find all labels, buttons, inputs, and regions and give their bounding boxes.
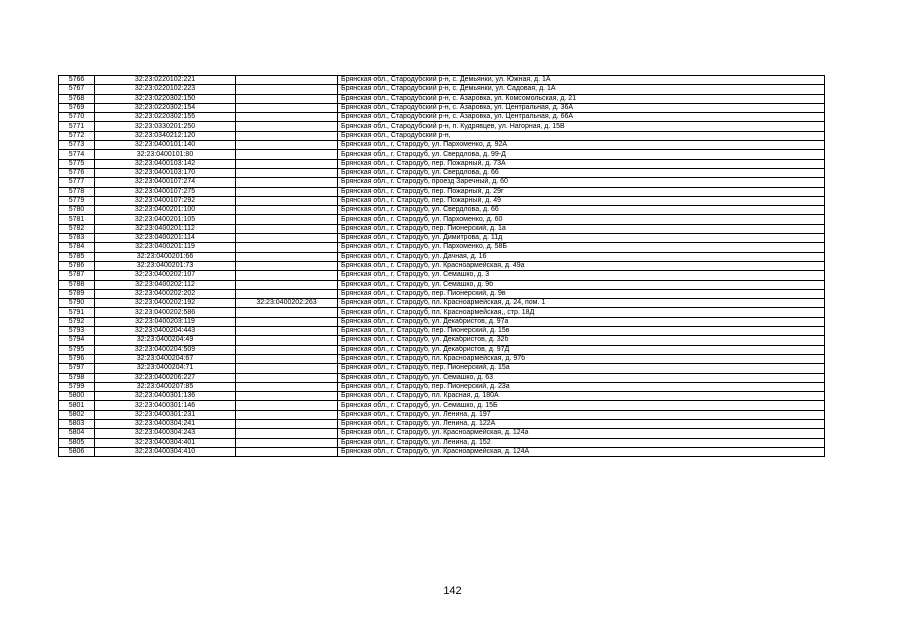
row-number-cell: 5804: [59, 429, 95, 438]
row-number-cell: 5775: [59, 159, 95, 168]
cadastral-number-cell: 32:23:0330201:250: [95, 122, 236, 131]
table-row: [59, 243, 825, 252]
row-number-cell: 5778: [59, 187, 95, 196]
row-number-cell: 5793: [59, 327, 95, 336]
row-number-cell: 5777: [59, 178, 95, 187]
related-cadastral-number-cell: [236, 429, 338, 438]
cadastral-number-cell: 32:23:0400103:170: [95, 168, 236, 177]
address-cell: Брянская обл., г. Стародуб, ул. Красноармейская, д. 49а: [338, 261, 825, 270]
address-cell: Брянская обл., Стародубский р-н, с. Азаровка, ул. Комсомольская, д. 21: [338, 94, 825, 103]
related-cadastral-number-cell: [236, 76, 338, 85]
related-cadastral-number-cell: [236, 373, 338, 382]
row-number-cell: 5776: [59, 168, 95, 177]
table-row: [59, 261, 825, 270]
cadastral-number-cell: 32:23:0400201:105: [95, 215, 236, 224]
row-number-cell: 5779: [59, 196, 95, 205]
row-number-cell: 5790: [59, 299, 95, 308]
cadastral-number-cell: 32:23:0400107:274: [95, 178, 236, 187]
table-row: [59, 150, 825, 159]
related-cadastral-number-cell: [236, 103, 338, 112]
table-row: [59, 280, 825, 289]
row-number-cell: 5786: [59, 261, 95, 270]
address-cell: Брянская обл., Стародубский р-н, п. Кудрявцев, ул. Нагорная, д. 15В: [338, 122, 825, 131]
table-row: [59, 438, 825, 447]
table-row: [59, 419, 825, 428]
row-number-cell: 5789: [59, 289, 95, 298]
related-cadastral-number-cell: [236, 382, 338, 391]
table-row: [59, 364, 825, 373]
related-cadastral-number-cell: [236, 354, 338, 363]
table-row: [59, 234, 825, 243]
cadastral-number-cell: 32:23:0220302:150: [95, 94, 236, 103]
related-cadastral-number-cell: [236, 261, 338, 270]
page-number: 142: [443, 585, 462, 597]
table-row: [59, 196, 825, 205]
row-number-cell: 5797: [59, 364, 95, 373]
related-cadastral-number-cell: [236, 113, 338, 122]
related-cadastral-number-cell: [236, 122, 338, 131]
table-row: [59, 392, 825, 401]
related-cadastral-number-cell: [236, 224, 338, 233]
row-number-cell: 5787: [59, 271, 95, 280]
table-row: [59, 131, 825, 140]
row-number-cell: 5784: [59, 243, 95, 252]
row-number-cell: 5785: [59, 252, 95, 261]
cadastral-number-cell: 32:23:0400202:107: [95, 271, 236, 280]
table-row: [59, 308, 825, 317]
related-cadastral-number-cell: [236, 252, 338, 261]
related-cadastral-number-cell: [236, 141, 338, 150]
related-cadastral-number-cell: [236, 419, 338, 428]
related-cadastral-number-cell: [236, 159, 338, 168]
property-register-table: [58, 75, 825, 457]
table-row: [59, 336, 825, 345]
cadastral-number-cell: 32:23:0400301:146: [95, 401, 236, 410]
address-cell: Брянская обл., г. Стародуб, пер. Пожарный, д. 49: [338, 196, 825, 205]
related-cadastral-number-cell: [236, 85, 338, 94]
related-cadastral-number-cell: [236, 317, 338, 326]
address-cell: Брянская обл., г. Стародуб, пл. Красная, д. 180А: [338, 392, 825, 401]
table-row: [59, 289, 825, 298]
related-cadastral-number-cell: [236, 215, 338, 224]
row-number-cell: 5800: [59, 392, 95, 401]
address-cell: Брянская обл., г. Стародуб, ул. Ленина, д. 197: [338, 410, 825, 419]
table-row: [59, 168, 825, 177]
address-cell: Брянская обл., г. Стародуб, ул. Ленина, д. 152: [338, 438, 825, 447]
related-cadastral-number-cell: [236, 131, 338, 140]
related-cadastral-number-cell: [236, 308, 338, 317]
address-cell: Брянская обл., Стародубский р-н, с. Азаровка, ул. Центральная, д. 66А: [338, 113, 825, 122]
related-cadastral-number-cell: [236, 447, 338, 456]
row-number-cell: 5770: [59, 113, 95, 122]
address-cell: Брянская обл., г. Стародуб, ул. Семашко, д. 15Б: [338, 401, 825, 410]
table-row: [59, 224, 825, 233]
table-row: [59, 252, 825, 261]
address-cell: Брянская обл., г. Стародуб, ул. Красноармейская, д. 124А: [338, 447, 825, 456]
table-row: [59, 345, 825, 354]
cadastral-number-cell: 32:23:0400304:241: [95, 419, 236, 428]
related-cadastral-number-cell: [236, 280, 338, 289]
row-number-cell: 5782: [59, 224, 95, 233]
row-number-cell: 5771: [59, 122, 95, 131]
address-cell: Брянская обл., г. Стародуб, ул. Семашко, д. 9б: [338, 280, 825, 289]
cadastral-number-cell: 32:23:0400204:67: [95, 354, 236, 363]
row-number-cell: 5806: [59, 447, 95, 456]
table-row: [59, 317, 825, 326]
cadastral-number-cell: 32:23:0400107:275: [95, 187, 236, 196]
cadastral-number-cell: 32:23:0220302:154: [95, 103, 236, 112]
related-cadastral-number-cell: [236, 364, 338, 373]
cadastral-number-cell: 32:23:0400301:231: [95, 410, 236, 419]
table-row: [59, 122, 825, 131]
row-number-cell: 5791: [59, 308, 95, 317]
address-cell: Брянская обл., Стародубский р-н, с. Азаровка, ул. Центральная, д. 36А: [338, 103, 825, 112]
row-number-cell: 5769: [59, 103, 95, 112]
cadastral-number-cell: 32:23:0400203:119: [95, 317, 236, 326]
cadastral-number-cell: 32:23:0400202:192: [95, 299, 236, 308]
address-cell: Брянская обл., г. Стародуб, пл. Красноармейская, д. 97б: [338, 354, 825, 363]
related-cadastral-number-cell: [236, 94, 338, 103]
table-row: [59, 327, 825, 336]
row-number-cell: 5796: [59, 354, 95, 363]
cadastral-number-cell: 32:23:0400202:586: [95, 308, 236, 317]
table-row: [59, 382, 825, 391]
cadastral-number-cell: 32:23:0400201:112: [95, 224, 236, 233]
address-cell: Брянская обл., г. Стародуб, ул. Свердлова, д. 66: [338, 168, 825, 177]
address-cell: Брянская обл., Стародубский р-н, с. Демьянки, ул. Садовая, д. 1А: [338, 85, 825, 94]
cadastral-number-cell: 32:23:0400304:243: [95, 429, 236, 438]
related-cadastral-number-cell: [236, 401, 338, 410]
row-number-cell: 5781: [59, 215, 95, 224]
table-row: [59, 354, 825, 363]
row-number-cell: 5766: [59, 76, 95, 85]
cadastral-number-cell: 32:23:0400301:136: [95, 392, 236, 401]
address-cell: Брянская обл., г. Стародуб, пер. Пожарный, д. 29г: [338, 187, 825, 196]
row-number-cell: 5802: [59, 410, 95, 419]
address-cell: Брянская обл., г. Стародуб, ул. Пархоменко, д. 92А: [338, 141, 825, 150]
cadastral-number-cell: 32:23:0400204:443: [95, 327, 236, 336]
related-cadastral-number-cell: [236, 168, 338, 177]
address-cell: Брянская обл., г. Стародуб, ул. Семашко, д. 3: [338, 271, 825, 280]
cadastral-number-cell: 32:23:0400204:49: [95, 336, 236, 345]
address-cell: Брянская обл., г. Стародуб, ул. Пархоменко, д. 58Б: [338, 243, 825, 252]
cadastral-number-cell: 32:23:0220102:221: [95, 76, 236, 85]
address-cell: Брянская обл., г. Стародуб, пл. Красноармейская,, стр. 18Д: [338, 308, 825, 317]
row-number-cell: 5780: [59, 206, 95, 215]
row-number-cell: 5773: [59, 141, 95, 150]
table-row: [59, 113, 825, 122]
row-number-cell: 5799: [59, 382, 95, 391]
row-number-cell: 5801: [59, 401, 95, 410]
address-cell: Брянская обл., г. Стародуб, ул. Декабристов, д. 32б: [338, 336, 825, 345]
address-cell: Брянская обл., г. Стародуб, пер. Пионерский, д. 23а: [338, 382, 825, 391]
address-cell: Брянская обл., г. Стародуб, ул. Декабристов, д. 97а: [338, 317, 825, 326]
address-cell: Брянская обл., г. Стародуб, проезд Заречный, д. 60: [338, 178, 825, 187]
table-row: [59, 85, 825, 94]
cadastral-number-cell: 32:23:0340212:120: [95, 131, 236, 140]
table-row: [59, 271, 825, 280]
address-cell: Брянская обл., г. Стародуб, ул. Димитрова, д. 11д: [338, 234, 825, 243]
address-cell: Брянская обл., г. Стародуб, пер. Пионерский, д. 9в: [338, 289, 825, 298]
cadastral-number-cell: 32:23:0220302:155: [95, 113, 236, 122]
table-row: [59, 447, 825, 456]
table-row: [59, 76, 825, 85]
address-cell: Брянская обл., г. Стародуб, ул. Свердлова, д. 99-Д: [338, 150, 825, 159]
row-number-cell: 5788: [59, 280, 95, 289]
related-cadastral-number-cell: [236, 206, 338, 215]
related-cadastral-number-cell: [236, 327, 338, 336]
related-cadastral-number-cell: [236, 345, 338, 354]
cadastral-number-cell: 32:23:0400201:66: [95, 252, 236, 261]
related-cadastral-number-cell: [236, 187, 338, 196]
table-row: [59, 410, 825, 419]
related-cadastral-number-cell: [236, 392, 338, 401]
cadastral-number-cell: 32:23:0400103:142: [95, 159, 236, 168]
related-cadastral-number-cell: [236, 438, 338, 447]
address-cell: Брянская обл., г. Стародуб, пер. Пионерский, д. 15в: [338, 327, 825, 336]
related-cadastral-number-cell: [236, 410, 338, 419]
table-row: [59, 206, 825, 215]
related-cadastral-number-cell: [236, 150, 338, 159]
table-row: [59, 299, 825, 308]
cadastral-number-cell: 32:23:0220102:223: [95, 85, 236, 94]
cadastral-number-cell: 32:23:0400101:140: [95, 141, 236, 150]
related-cadastral-number-cell: [236, 178, 338, 187]
address-cell: Брянская обл., г. Стародуб, ул. Декабристов, д. 97Д: [338, 345, 825, 354]
address-cell: Брянская обл., г. Стародуб, ул. Дачная, д. 16: [338, 252, 825, 261]
row-number-cell: 5794: [59, 336, 95, 345]
table-body: [59, 76, 825, 457]
related-cadastral-number-cell: 32:23:0400202:263: [236, 299, 338, 308]
table-row: [59, 187, 825, 196]
row-number-cell: 5768: [59, 94, 95, 103]
cadastral-number-cell: 32:23:0400201:114: [95, 234, 236, 243]
address-cell: Брянская обл., г. Стародуб, пер. Пионерский, д. 15а: [338, 364, 825, 373]
address-cell: Брянская обл., Стародубский р-н,: [338, 131, 825, 140]
address-cell: Брянская обл., г. Стародуб, ул. Свердлова, д. 66: [338, 206, 825, 215]
cadastral-number-cell: 32:23:0400204:509: [95, 345, 236, 354]
cadastral-number-cell: 32:23:0400201:73: [95, 261, 236, 270]
table-row: [59, 401, 825, 410]
table-row: [59, 429, 825, 438]
address-cell: Брянская обл., г. Стародуб, ул. Пархоменко, д. 60: [338, 215, 825, 224]
cadastral-number-cell: 32:23:0400202:112: [95, 280, 236, 289]
cadastral-number-cell: 32:23:0400206:227: [95, 373, 236, 382]
table-row: [59, 141, 825, 150]
row-number-cell: 5798: [59, 373, 95, 382]
related-cadastral-number-cell: [236, 234, 338, 243]
related-cadastral-number-cell: [236, 271, 338, 280]
table-row: [59, 178, 825, 187]
row-number-cell: 5803: [59, 419, 95, 428]
table-row: [59, 103, 825, 112]
address-cell: Брянская обл., г. Стародуб, ул. Красноармейская, д. 124а: [338, 429, 825, 438]
address-cell: Брянская обл., г. Стародуб, ул. Семашко, д. 63: [338, 373, 825, 382]
cadastral-number-cell: 32:23:0400101:80: [95, 150, 236, 159]
related-cadastral-number-cell: [236, 336, 338, 345]
table-row: [59, 94, 825, 103]
related-cadastral-number-cell: [236, 243, 338, 252]
cadastral-number-cell: 32:23:0400204:71: [95, 364, 236, 373]
cadastral-number-cell: 32:23:0400201:119: [95, 243, 236, 252]
table-row: [59, 159, 825, 168]
row-number-cell: 5767: [59, 85, 95, 94]
address-cell: Брянская обл., г. Стародуб, пер. Пионерский, д. 1а: [338, 224, 825, 233]
row-number-cell: 5774: [59, 150, 95, 159]
cadastral-number-cell: 32:23:0400304:410: [95, 447, 236, 456]
address-cell: Брянская обл., г. Стародуб, пл. Красноармейская, д. 24, пом. 1: [338, 299, 825, 308]
cadastral-number-cell: 32:23:0400304:401: [95, 438, 236, 447]
address-cell: Брянская обл., Стародубский р-н, с. Демьянки, ул. Южная, д. 1А: [338, 76, 825, 85]
row-number-cell: 5805: [59, 438, 95, 447]
row-number-cell: 5772: [59, 131, 95, 140]
cadastral-number-cell: 32:23:0400207:85: [95, 382, 236, 391]
row-number-cell: 5783: [59, 234, 95, 243]
cadastral-number-cell: 32:23:0400202:202: [95, 289, 236, 298]
row-number-cell: 5795: [59, 345, 95, 354]
cadastral-number-cell: 32:23:0400201:100: [95, 206, 236, 215]
address-cell: Брянская обл., г. Стародуб, ул. Ленина, д. 122А: [338, 419, 825, 428]
related-cadastral-number-cell: [236, 196, 338, 205]
related-cadastral-number-cell: [236, 289, 338, 298]
table-row: [59, 373, 825, 382]
cadastral-number-cell: 32:23:0400107:292: [95, 196, 236, 205]
row-number-cell: 5792: [59, 317, 95, 326]
table-row: [59, 215, 825, 224]
address-cell: Брянская обл., г. Стародуб, пер. Пожарный, д. 73А: [338, 159, 825, 168]
